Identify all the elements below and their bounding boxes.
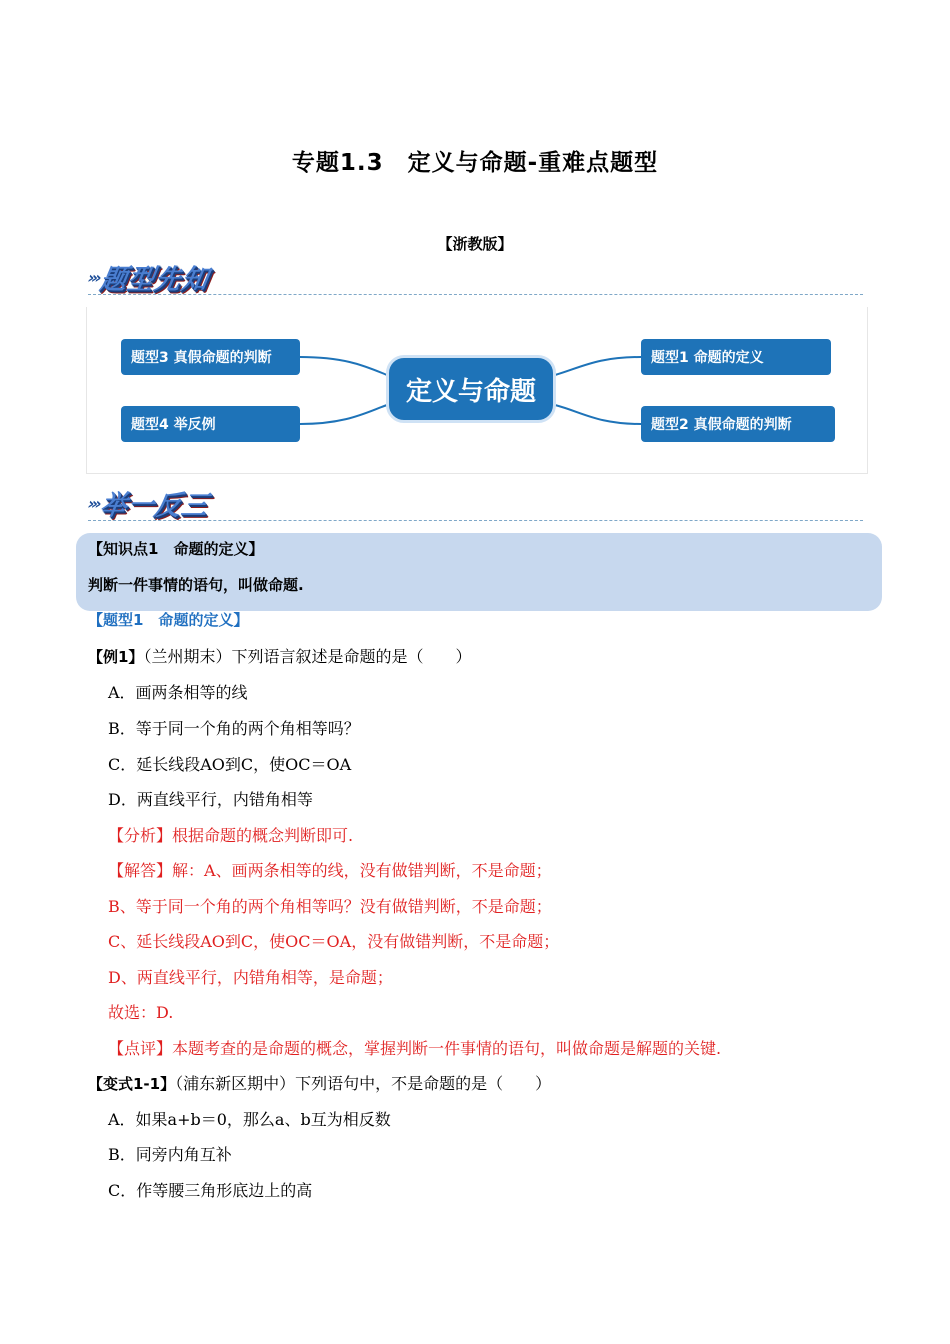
analysis [108,823,353,846]
option-a: A．画两条相等的线 [108,683,248,702]
example-question: （兰州期末）下列语言叙述是命题的是（ ） [143,647,472,666]
section-banner-preview [85,258,212,296]
section-divider [88,520,863,521]
analysis-label: 【分析】 [108,826,173,845]
comment [108,1036,721,1059]
node-type2: 题型2 真假命题的判断 [641,406,835,442]
mind-map [86,307,868,474]
arrows-icon: ››› [85,267,102,287]
banner-title: 题型先知 [97,263,212,296]
node-type3: 题型3 真假命题的判断 [121,339,300,375]
page-title: 专题1.3 定义与命题-重难点题型 [291,150,659,176]
answer-label: 【解答】 [108,861,173,880]
answer-choice: 故选：D. [108,1003,174,1022]
analysis-text: 根据命题的概念判断即可. [172,826,354,845]
arrows-icon: ››› [85,493,102,513]
answer-line: C、延长线段AO到C，使OC＝OA，没有做错判断，不是命题； [108,932,560,951]
variant-option-c: C．作等腰三角形底边上的高 [108,1181,313,1200]
answer [108,858,552,881]
knowledge-heading: 【知识点1 命题的定义】 [88,540,264,558]
node-type1: 题型1 命题的定义 [641,339,831,375]
variant-option-a: A．如果a+b＝0，那么a、b互为相反数 [108,1110,391,1129]
edition-label: 【浙教版】 [437,235,513,253]
node-type4: 题型4 举反例 [121,406,300,442]
comment-text: 本题考查的是命题的概念，掌握判断一件事情的语句，叫做命题是解题的关键. [172,1039,722,1058]
option-d: D．两直线平行，内错角相等 [108,790,313,809]
example-stem [88,644,471,667]
banner-title: 举一反三 [97,489,212,522]
comment-label: 【点评】 [108,1039,173,1058]
knowledge-body: 判断一件事情的语句，叫做命题. [88,576,304,594]
example-label: 【例1】 [88,648,144,666]
variant-stem [88,1071,551,1094]
variant-option-b: B．同旁内角互补 [108,1145,232,1164]
answer-line: D、两直线平行，内错角相等，是命题； [108,968,393,987]
variant-label: 【变式1-1】 [88,1075,176,1093]
option-c: C．延长线段AO到C，使OC＝OA [108,755,352,774]
section-banner-practice [85,484,212,522]
type-heading: 【题型1 命题的定义】 [88,611,249,629]
answer-line: B、等于同一个角的两个角相等吗？没有做错判断，不是命题； [108,897,552,916]
option-b: B．等于同一个角的两个角相等吗？ [108,719,360,738]
center-node: 定义与命题 [386,355,556,423]
variant-question: （浦东新区期中）下列语句中，不是命题的是（ ） [175,1074,552,1093]
section-divider [88,294,863,295]
answer-line: 解：A、画两条相等的线，没有做错判断，不是命题； [172,861,552,880]
